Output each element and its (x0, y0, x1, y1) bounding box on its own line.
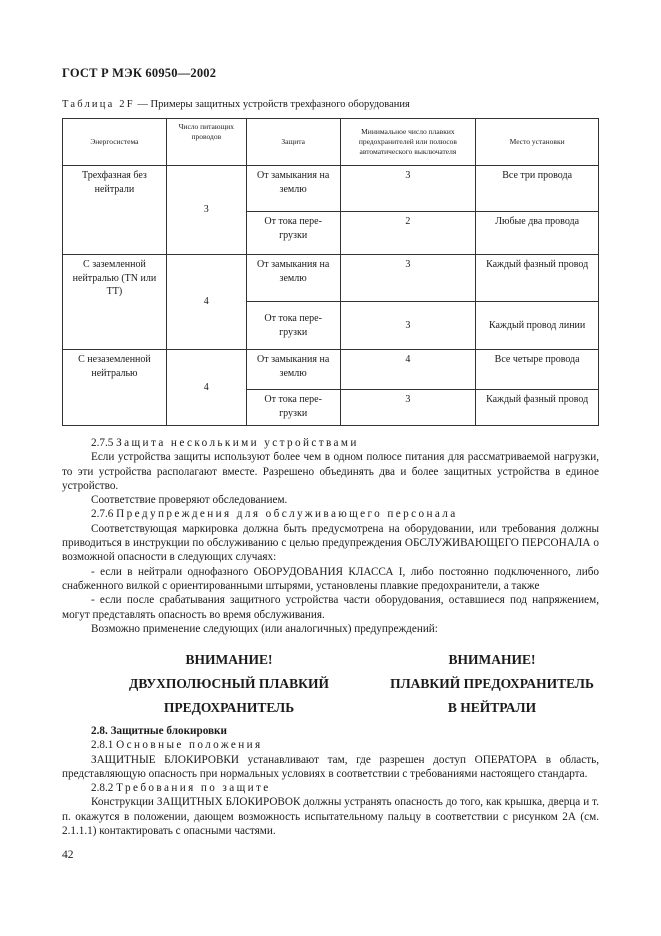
cell-min-count: 3 (340, 166, 476, 212)
paragraph: ЗАЩИТНЫЕ БЛОКИРОВКИ устанавливают там, где разрешен доступ ОПЕРАТОРА в область, представляющую опасность при нормальных условиях в соответствии с требованиями настоящего стандарта. (62, 753, 599, 780)
cell-place: Все три провода (476, 166, 599, 212)
cell-protection: От замыкания на землю (246, 350, 340, 390)
heading-number: 2.8.2 (91, 782, 117, 795)
paragraph: Возможно применение следующих (или аналогичных) предупреждений: (91, 622, 438, 635)
cell-wires: 3 (166, 166, 246, 255)
paragraph: Конструкции ЗАЩИТНЫХ БЛОКИРОВОК должны устранять опасность до того, как крышка, дверца и т. п. окажутся в положении, дающем возможность испытательному пальцу в соответствии с рисунком 2А (см. 2.1.1.1) контактировать с опасными частями. (62, 796, 599, 838)
heading-number: 2.8.1 (91, 739, 117, 752)
table-row (63, 350, 599, 390)
cell-min-count: 3 (340, 302, 476, 350)
heading-text: Предупреждения для обслуживающего персонала (116, 508, 458, 521)
cell-min-count: 4 (340, 350, 476, 390)
table-row (63, 166, 599, 212)
paragraph: - если в нейтрали однофазного ОБОРУДОВАНИЯ КЛАССА I, либо постоянно подключенного, либо снабженного вилкой с ориентированными штырями, установлены плавкие предохранители, а также (62, 565, 599, 592)
paragraph: Соответствие проверяют обследованием. (91, 494, 288, 507)
cell-place: Каждый провод линии (476, 302, 599, 350)
cell-place: Каждый фазный провод (476, 255, 599, 302)
cell-min-count: 2 (340, 212, 476, 255)
cell-wires: 4 (166, 350, 246, 426)
standard-header: ГОСТ Р МЭК 60950—2002 (62, 66, 217, 80)
cell-wires: 4 (166, 255, 246, 350)
cell-system: С заземленной нейтралью (TN или TT) (63, 255, 167, 350)
section-heading (62, 781, 599, 795)
cell-min-count: 3 (340, 255, 476, 302)
heading-number: 2.7.6 (91, 508, 117, 521)
cell-system: С незаземленной нейтралью (63, 350, 167, 426)
table-caption (62, 99, 410, 110)
paragraph: Если устройства защиты используют более чем в одном полюсе питания для рассматриваемой нагрузки, то эти устройства располагают вместе. Разрешено объединять два и более защитных устройства в единое устройство. (62, 451, 599, 492)
section-heading (62, 738, 599, 752)
col-header-place: Место установки (476, 119, 599, 166)
cell-min-count: 3 (340, 390, 476, 426)
cell-protection: От замыкания на землю (246, 255, 340, 302)
table-header-row (63, 119, 599, 166)
protection-table (62, 118, 599, 426)
paragraph: - если после срабатывания защитного устройства части оборудования, оставшиеся под напряжением, могут представлять опасность во время обслуживания. (62, 594, 599, 621)
col-header-min-count: Минимальное число плавких предохранителей или полюсов автоматического выключателя (340, 119, 476, 166)
section-heading (62, 507, 599, 521)
cell-place: Любые два провода (476, 212, 599, 255)
warning-line: ДВУХПОЛЮСНЫЙ ПЛАВКИЙ (129, 676, 329, 691)
cell-place: Все четыре провода (476, 350, 599, 390)
col-header-system: Энергосистема (63, 119, 167, 166)
section-heading: 2.8. Защитные блокировки (91, 725, 227, 737)
warning-line: В НЕЙТРАЛИ (447, 700, 537, 715)
warning-line: ВНИМАНИЕ! (185, 652, 273, 667)
table-caption-label: Таблица 2F (62, 99, 135, 110)
warning-line: ВНИМАНИЕ! (448, 652, 536, 667)
heading-text: Основные положения (116, 739, 263, 752)
page-number: 42 (62, 849, 74, 861)
warning-line: ПРЕДОХРАНИТЕЛЬ (163, 700, 295, 715)
warning-right (362, 648, 622, 720)
heading-text: Защита несколькими устройствами (116, 437, 359, 449)
section-heading (62, 436, 599, 450)
cell-protection: От замыкания на землю (246, 166, 340, 212)
heading-number: 2.7.5 (91, 437, 117, 449)
section-2-8 (62, 724, 599, 838)
col-header-wires: Число питающих проводов (166, 119, 246, 166)
cell-protection: От тока пере-грузки (246, 212, 340, 255)
cell-place: Каждый фазный провод (476, 390, 599, 426)
heading-text: Требования по защите (116, 782, 271, 795)
cell-protection: От тока пере-грузки (246, 390, 340, 426)
warning-left (99, 648, 359, 720)
col-header-protection: Защита (246, 119, 340, 166)
warning-line: ПЛАВКИЙ ПРЕДОХРАНИТЕЛЬ (390, 676, 594, 691)
section-2-7-5 (62, 436, 599, 636)
cell-protection: От тока пере-грузки (246, 302, 340, 350)
table-row (63, 255, 599, 302)
cell-system: Трехфазная без нейтрали (63, 166, 167, 255)
table-caption-text: — Примеры защитных устройств трехфазного оборудования (134, 99, 410, 110)
paragraph: Соответствующая маркировка должна быть предусмотрена на оборудовании, или требования должны приводиться в инструкции по обслуживанию с целью предупреждения ОБСЛУЖИВАЮЩЕГО ПЕРСОНАЛА о возможной опасности в следующих случаях: (62, 522, 599, 564)
